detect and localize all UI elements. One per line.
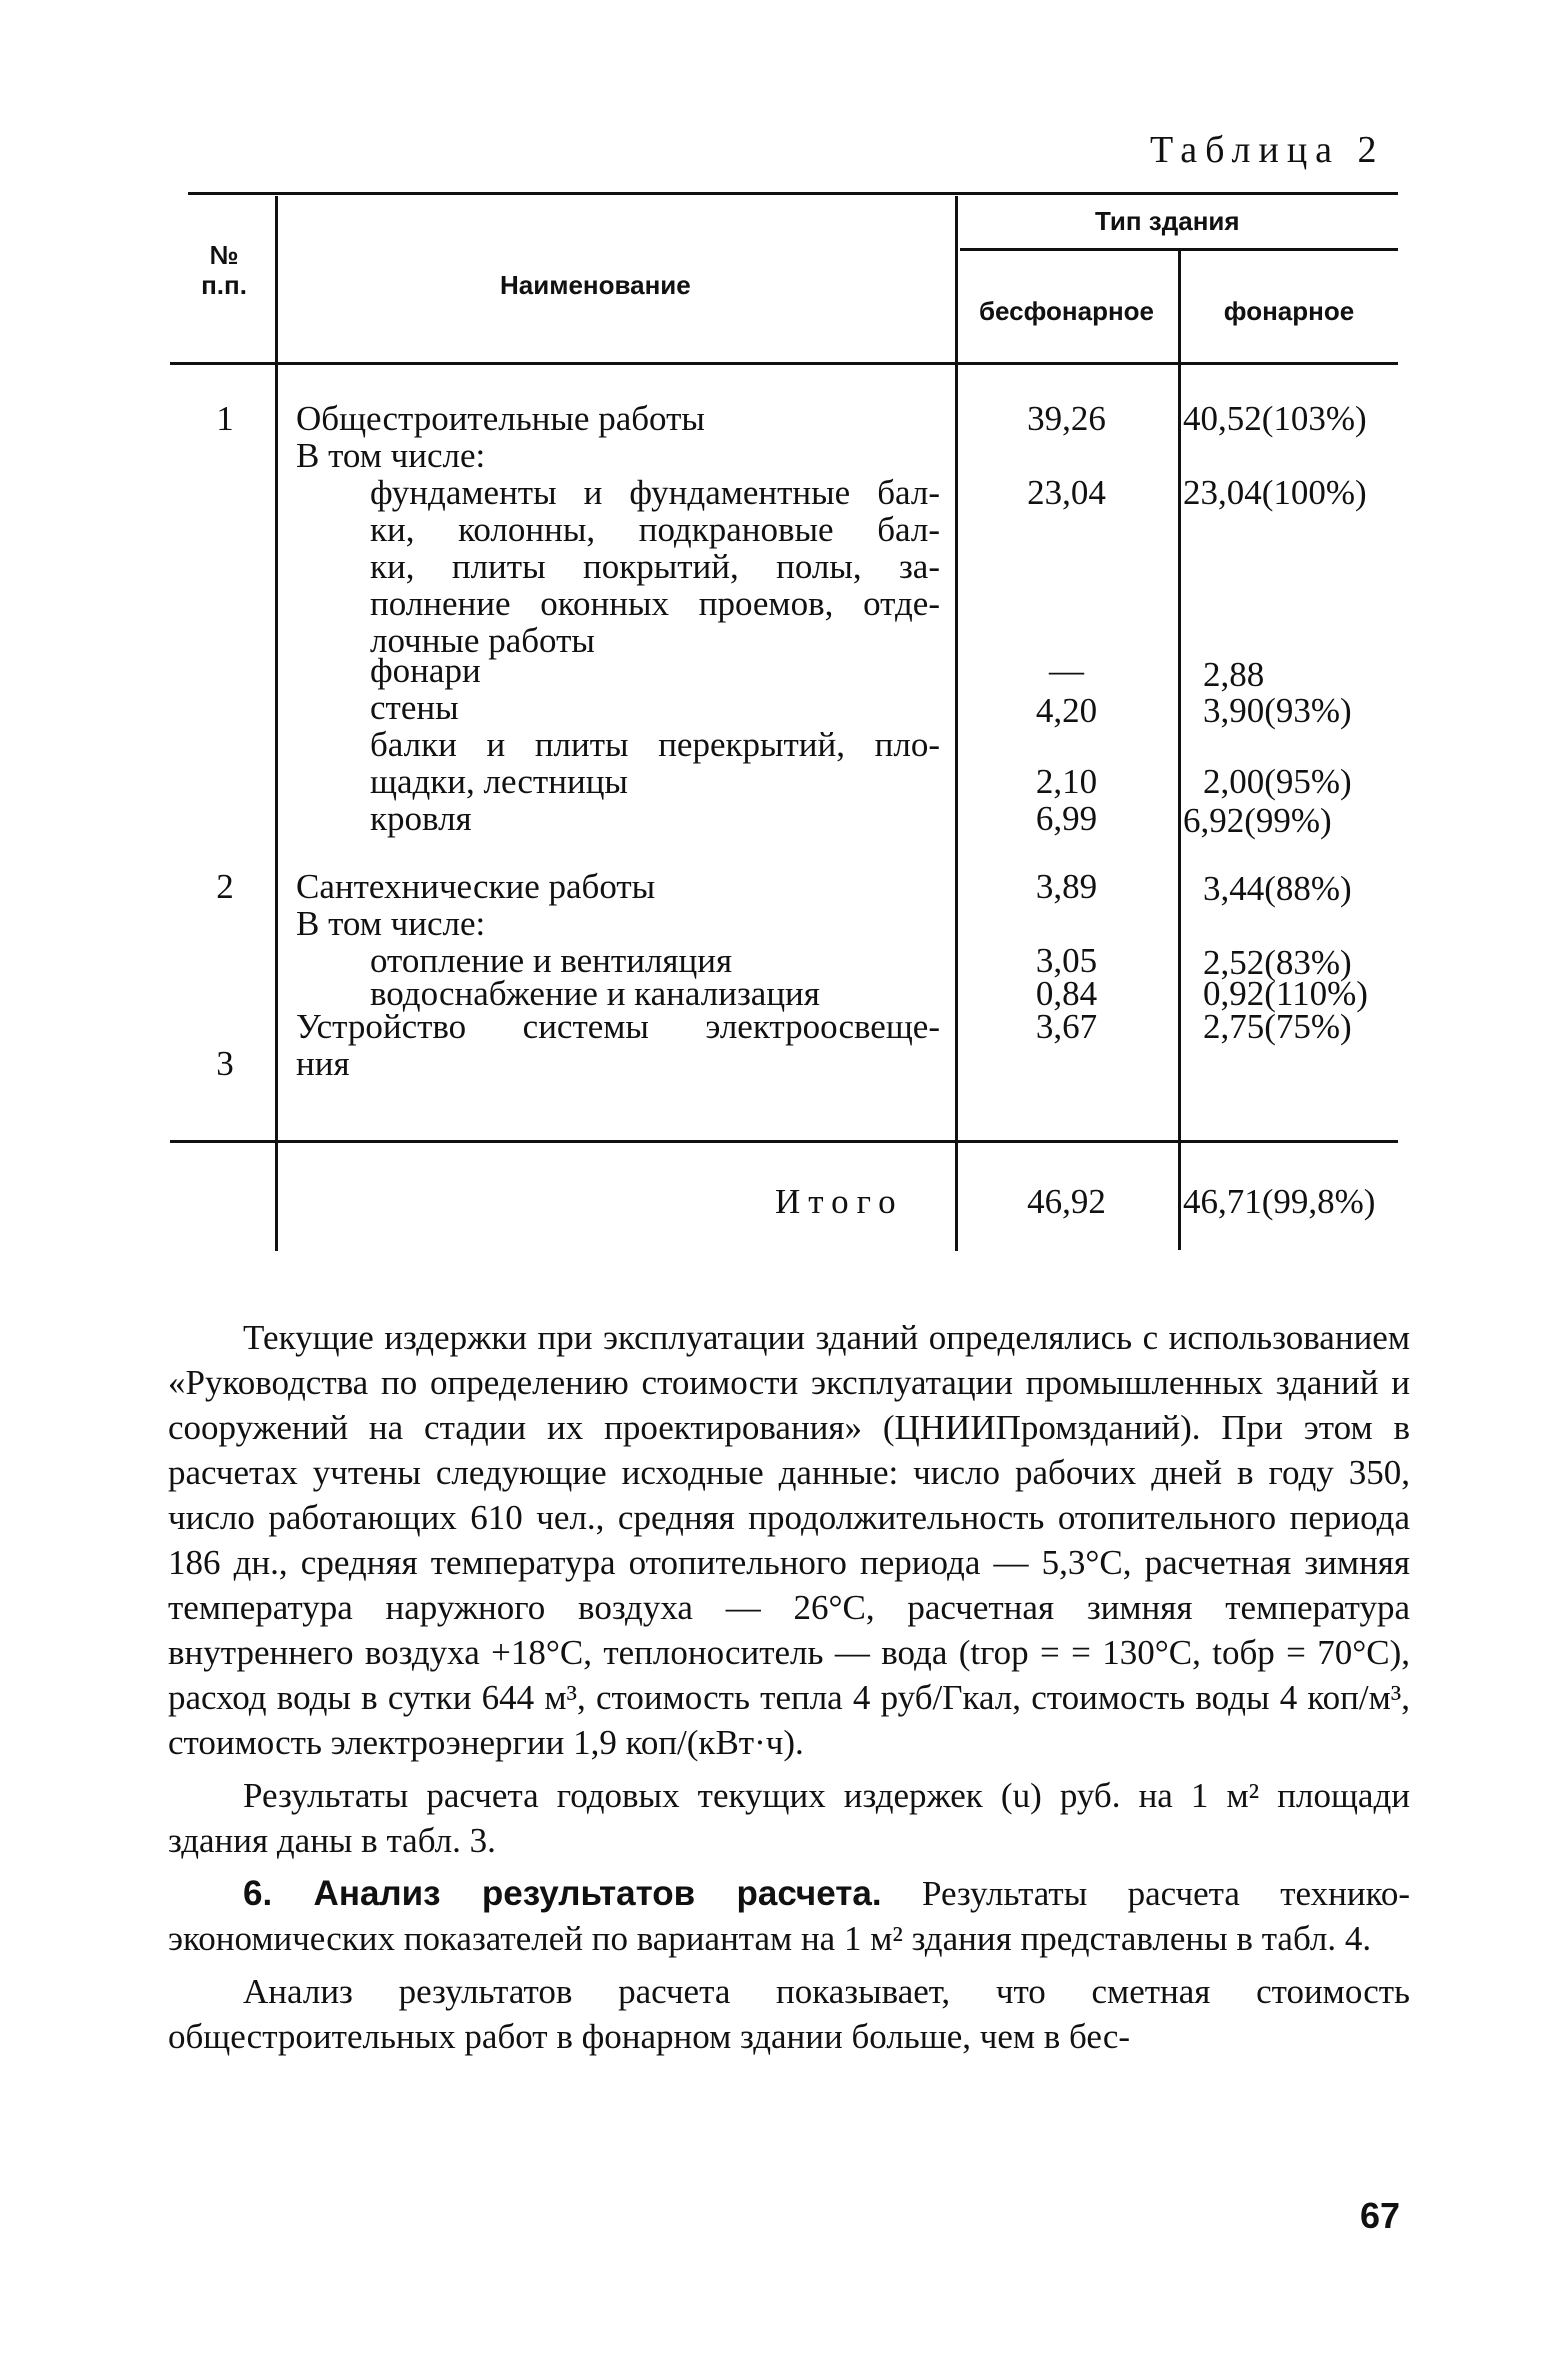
page-number: 67 [1360, 2195, 1401, 2236]
row-name: Общестроительные работы [296, 399, 705, 438]
paragraph-analysis-section [168, 1871, 1410, 1961]
row-value-skylightless: 3,05 [1035, 941, 1098, 980]
row-name: стены [370, 688, 459, 727]
table-caption: Таблица 2 [1150, 129, 1385, 171]
row-name: ки, плиты покрытий, полы, за- [370, 547, 940, 586]
paragraph-analysis: Анализ результатов расчета показывает, что сметная стоимость общестроительных работ в фонарном здании больше, чем в бес- [168, 1972, 1410, 2056]
row-name: полнение оконных проемов, отде- [370, 584, 940, 623]
row-name: В том числе: [296, 904, 486, 943]
row-value-skylightless: 4,20 [1035, 691, 1098, 730]
table-total-top-rule [170, 1140, 1398, 1143]
row-value-skylightless: 2,10 [1035, 762, 1098, 801]
row-name: водоснабжение и канализация [370, 974, 820, 1013]
row-value-skylightless: 39,26 [1027, 399, 1106, 438]
row-value-skylight: 0,92(110%) [1203, 974, 1368, 1013]
row-value-skylight: 3,44(88%) [1203, 869, 1352, 908]
section-heading: 6. Анализ результатов расчета. [243, 1874, 882, 1913]
row-value-skylight: 3,90(93%) [1203, 691, 1352, 730]
header-col-skylightless: бесфонарное [978, 296, 1155, 326]
total-value-skylightless: 46,92 [1027, 1182, 1106, 1221]
row-value-skylightless: 6,99 [1035, 799, 1098, 838]
row-value-skylightless: 0,84 [1035, 974, 1098, 1013]
row-value-skylightless: — [1049, 651, 1084, 690]
row-value-skylightless: 23,04 [1027, 473, 1106, 512]
row-name: фундаменты и фундаментные бал- [370, 473, 940, 512]
row-name: фонари [370, 651, 481, 690]
row-name: балки и плиты перекрытий, пло- [370, 725, 940, 764]
total-value-skylight: 46,71(99,8%) [1183, 1182, 1376, 1221]
row-num-2: 2 [216, 867, 234, 906]
header-name: Наименование [500, 270, 691, 300]
row-value-skylight: 2,52(83%) [1203, 943, 1352, 982]
row-name: лочные работы [370, 621, 595, 660]
row-value-skylightless: 3,89 [1035, 867, 1098, 906]
row-value-skylight: 6,92(99%) [1183, 801, 1332, 840]
row-value-skylight: 2,75(75%) [1203, 1007, 1352, 1046]
paragraph-results: Результаты расчета годовых текущих издержек (u) руб. на 1 м² площади здания даны в табл. 3. [168, 1776, 1410, 1860]
row-num-1: 1 [216, 399, 234, 438]
header-col-skylight: фонарное [1223, 296, 1355, 326]
paragraph-operating-costs: Текущие издержки при эксплуатации зданий определялись с использованием «Руководства по определению стоимости эксплуатации промышленных зданий и сооружений на стадии их проектирования» (ЦНИИПромзданий). При этом в расчетах учтены следующие исходные данные: число рабочих дней в году 350, число работающих 610 чел., средняя продолжительность отопительного периода 186 дн., средняя температура отопительного периода — 5,3°С, расчетная зимняя температура наружного воздуха — 26°С, расчетная зимняя температура внутреннего воздуха +18°С, теплоноситель — вода (tгор = = 130°С, tобр = 70°С), расход воды в сутки 644 м³, стоимость тепла 4 руб/Гкал, стоимость воды 4 коп/м³, стоимость электроэнергии 1,9 коп/(кВт·ч). [168, 1318, 1410, 1762]
row-name: отопление и вентиляция [370, 941, 733, 980]
row-name: Устройство системы электроосвеще- [296, 1007, 940, 1046]
row-name: щадки, лестницы [370, 762, 628, 801]
row-value-skylight: 2,00(95%) [1203, 762, 1352, 801]
row-name: В том числе: [296, 436, 486, 475]
row-num-3: 3 [216, 1044, 234, 1083]
row-value-skylight: 2,88 [1203, 655, 1265, 694]
header-building-type: Тип здания [1095, 206, 1240, 236]
row-value-skylight: 40,52(103%) [1183, 399, 1367, 438]
row-value-skylightless: 3,67 [1035, 1007, 1098, 1046]
header-num: № п.п. [201, 240, 247, 300]
table-col-divider-3 [1178, 250, 1181, 1250]
table-col-divider-1 [275, 196, 278, 1251]
table-top-rule [188, 192, 1398, 195]
row-name: кровля [370, 799, 472, 838]
section-text: Результаты расчета технико-экономических показателей по вариантам на 1 м² здания представлены в табл. 4. [168, 1874, 1410, 1958]
total-label: Итого [775, 1182, 904, 1221]
body-text [168, 1315, 1410, 2059]
row-name: ки, колонны, подкрановые бал- [370, 510, 940, 549]
row-name: Сантехнические работы [296, 867, 656, 906]
row-value-skylight: 23,04(100%) [1183, 473, 1367, 512]
row-name: ния [296, 1044, 350, 1083]
table-header-bottom-rule [170, 362, 1398, 365]
